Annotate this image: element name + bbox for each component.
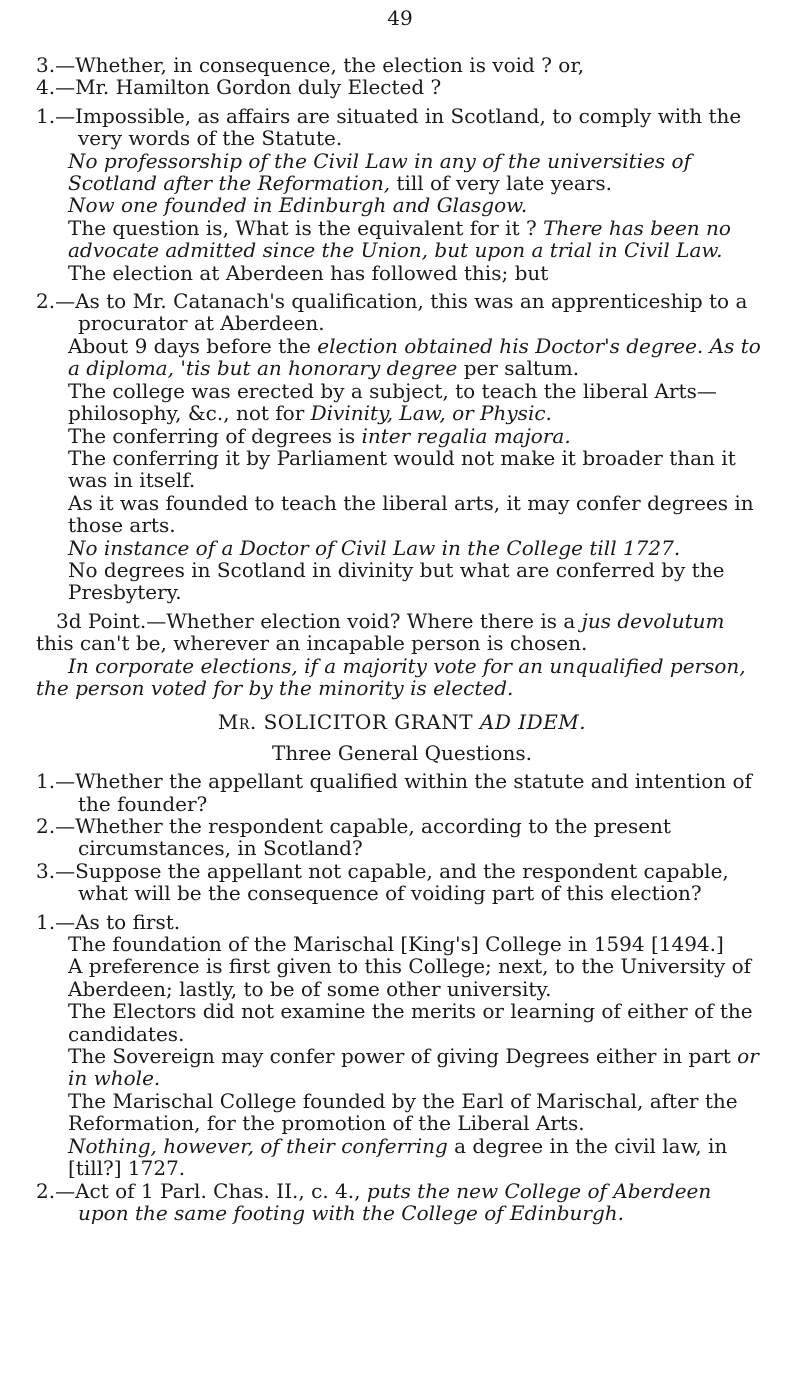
- answer-2-degrees: No degrees in Scotland in divinity but what are conferred by the Presbytery.: [68, 557, 725, 605]
- point-3-tail: this can't be, wherever an incapable person is chosen.: [36, 631, 588, 656]
- question-4: 4.—Mr. Hamilton Gordon duly Elected ?: [36, 75, 442, 100]
- conferring-plain: The conferring of degrees is: [68, 423, 362, 448]
- answer-2-conferring: [36, 425, 768, 447]
- answer-2-college: [36, 380, 768, 425]
- act-italic: puts the new College of Aberdeen upon the same footing with the College of Edinburgh.: [78, 1178, 712, 1225]
- question-3: 3.—Whether, in consequence, the election is void ? or,: [36, 53, 585, 77]
- page-number: 49: [387, 6, 413, 30]
- answer-electors: The Electors did not examine the merits or learning of either of the candidates.: [68, 999, 753, 1046]
- general-question-3: 3.—Suppose the appellant not capable, and the respondent capable, what will be the consequence of voiding part of this election?: [36, 858, 729, 906]
- heading-latin: AD IDEM.: [479, 710, 587, 735]
- section-subheading: Three General Questions.: [272, 740, 532, 765]
- answer-1-election: The election at Aberdeen has followed this; but: [68, 260, 549, 285]
- sovereign-plain: The Sovereign may confer power of giving Degrees either in part: [68, 1044, 738, 1069]
- point-3-italic: jus devolutum: [581, 608, 725, 633]
- conferring-italic: inter regalia majora.: [361, 423, 571, 448]
- heading-prefix: Mr.: [217, 710, 257, 735]
- page-body: [36, 54, 768, 1224]
- answer-act: [36, 1180, 768, 1225]
- answer-marischal: The Marischal College founded by the Earl of Marischal, after the Reformation, for the promotion of the Liberal Arts.: [68, 1088, 738, 1136]
- degree-tail: per saltum.: [457, 356, 580, 381]
- general-question-1: 1.—Whether the appellant qualified within the statute and intention of the founder?: [36, 769, 752, 816]
- sovereign-italic: or in whole.: [68, 1044, 759, 1091]
- answer-1-question: [36, 217, 768, 262]
- answer-2-parliament: The conferring it by Parliament would not make it broader than it was in itself.: [68, 445, 736, 493]
- answer-1-now: Now one founded in Edinburgh and Glasgow.: [68, 193, 528, 218]
- general-question-2: 2.—Whether the respondent capable, according to the present circumstances, in Scotland?: [36, 814, 671, 861]
- professorship-tail: till of very late years.: [390, 171, 612, 196]
- corporate-elections: In corporate elections, if a majority vote for an unqualified person, the person voted for by the minority is elected.: [36, 653, 746, 700]
- nothing-italic: Nothing, however, of their conferring: [68, 1133, 448, 1158]
- answer-foundation: The foundation of the Marischal [King's] College in 1594 [1494.]: [68, 932, 724, 957]
- college-italic: Divinity, Law, or Physic.: [310, 401, 552, 426]
- degree-plain: About 9 days before the: [68, 333, 318, 358]
- answer-1-intro: 1.—Impossible, as affairs are situated in Scotland, to comply with the very words of the Statute.: [36, 103, 742, 151]
- college-plain: The college was erected by a subject, to teach the liberal Arts—philosophy, &c., not for: [68, 378, 717, 426]
- answer-2-instance: No instance of a Doctor of Civil Law in the College till 1727.: [68, 535, 681, 560]
- answer-2-intro: 2.—As to Mr. Catanach's qualification, this was an apprenticeship to a procurator at Aberdeen.: [36, 289, 748, 336]
- point-3-plain: 3d Point.—Whether election void? Where there is a: [56, 608, 582, 633]
- answer-1-professorship: [36, 150, 768, 195]
- question-plain: The question is, What is the equivalent for it ?: [68, 215, 544, 240]
- nothing-plain: a degree in the civil law, in [till?] 1727.: [68, 1133, 728, 1181]
- heading-name: SOLICITOR GRANT: [263, 710, 474, 735]
- professorship-italic: No professorship of the Civil Law in any of the universities of Scotland after the Reformation,: [68, 148, 691, 196]
- answer-2-degree: [36, 335, 768, 380]
- answer-first: 1.—As to first.: [36, 909, 181, 934]
- point-3: [36, 610, 768, 655]
- question-italic: There has been no advocate admitted since the Union, but upon a trial in Civil Law.: [68, 215, 731, 263]
- act-plain: 2.—Act of 1 Parl. Chas. II., c. 4.,: [36, 1178, 367, 1203]
- answer-2-liberal: As it was founded to teach the liberal arts, it may confer degrees in those arts.: [68, 490, 754, 538]
- answer-preference: A preference is first given to this College; next, to the University of Aberdeen; lastly, to be of some other university.: [68, 954, 752, 1001]
- section-heading: [36, 711, 768, 733]
- degree-italic: election obtained his Doctor's degree. As to a diploma, 'tis but an honorary degree: [68, 333, 761, 381]
- answer-sovereign: [36, 1045, 768, 1090]
- answer-nothing: [36, 1135, 768, 1180]
